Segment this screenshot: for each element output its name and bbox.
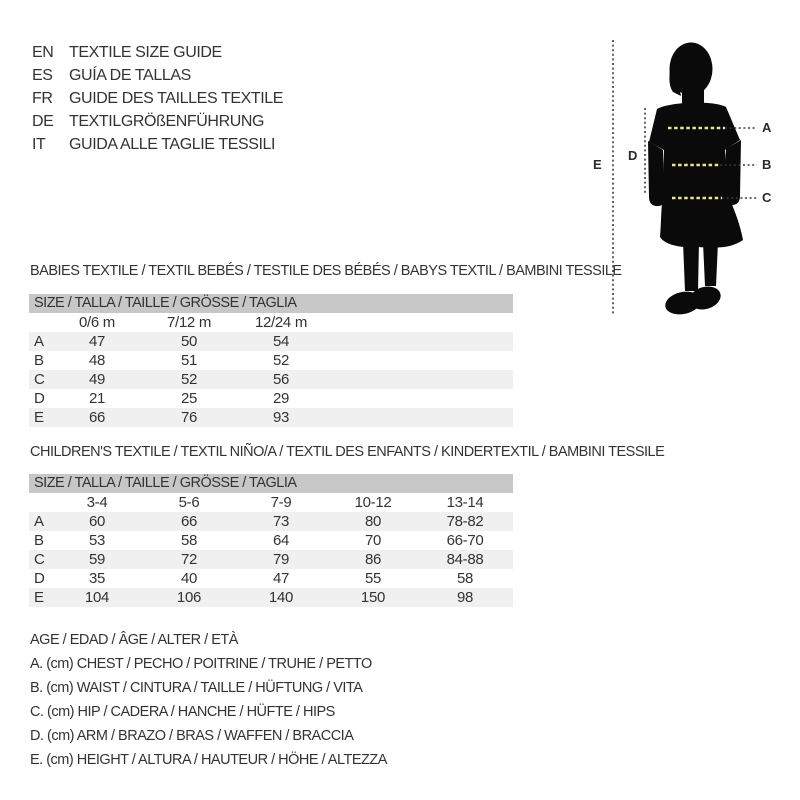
table-row (29, 332, 513, 351)
value-cell: 59 (88, 551, 106, 568)
column-header-cell: 7/12 m (166, 314, 212, 331)
legend-line: AGE / EDAD / ÂGE / ALTER / ETÀ (30, 632, 238, 648)
value-cell: 60 (88, 513, 106, 530)
value-cell: 66 (88, 409, 106, 426)
value-cell: 54 (272, 333, 290, 350)
language-title: GUIDA ALLE TAGLIE TESSILI (69, 136, 276, 153)
legend-line: E. (cm) HEIGHT / ALTURA / HAUTEUR / HÖHE / ALTEZZA (30, 752, 387, 768)
value-cell: 84-88 (446, 551, 484, 568)
value-cell: 53 (88, 532, 106, 549)
table-row (29, 588, 513, 607)
label-e: E (593, 157, 602, 172)
row-label-cell: E (34, 409, 44, 426)
table-row (29, 531, 513, 550)
value-cell: 104 (84, 589, 110, 606)
row-label-cell: A (34, 513, 44, 530)
value-cell: 52 (180, 371, 198, 388)
value-cell: 35 (88, 570, 106, 587)
language-title: GUIDE DES TAILLES TEXTILE (69, 90, 284, 107)
language-row (32, 87, 283, 110)
label-b: B (762, 157, 772, 172)
label-d: D (628, 148, 638, 163)
language-title: TEXTILE SIZE GUIDE (69, 44, 222, 61)
legend-line: A. (cm) CHEST / PECHO / POITRINE / TRUHE / PETTO (30, 656, 372, 672)
babies-section-title: BABIES TEXTILE / TEXTIL BEBÉS / TESTILE DES BÉBÉS / BABYS TEXTIL / BAMBINI TESSILE (30, 263, 622, 279)
value-cell: 48 (88, 352, 106, 369)
column-header-cell: 5-6 (178, 494, 200, 511)
value-cell: 56 (272, 371, 290, 388)
value-cell: 80 (364, 513, 382, 530)
column-header-cell: 0/6 m (78, 314, 115, 331)
value-cell: 55 (364, 570, 382, 587)
language-code: FR (32, 90, 53, 107)
table-row (29, 569, 513, 588)
value-cell: 47 (272, 570, 290, 587)
table-row (29, 512, 513, 531)
value-cell: 79 (272, 551, 290, 568)
column-header-cell: 13-14 (446, 494, 484, 511)
table-row (29, 389, 513, 408)
value-cell: 40 (180, 570, 198, 587)
language-title: TEXTILGRÖßENFÜHRUNG (69, 113, 265, 130)
label-c: C (762, 190, 772, 205)
language-code: DE (32, 113, 54, 130)
language-code: ES (32, 67, 53, 84)
value-cell: 72 (180, 551, 198, 568)
row-label-cell: B (34, 352, 44, 369)
language-code: IT (32, 136, 46, 153)
value-cell: 73 (272, 513, 290, 530)
value-cell: 58 (456, 570, 474, 587)
value-cell: 47 (88, 333, 106, 350)
child-silhouette (648, 43, 743, 318)
language-row (32, 41, 283, 64)
value-cell: 150 (360, 589, 386, 606)
table-header-bar: SIZE / TALLA / TAILLE / GRÖSSE / TAGLIA (29, 294, 513, 313)
value-cell: 58 (180, 532, 198, 549)
row-label-cell: C (34, 551, 45, 568)
language-row (32, 110, 283, 133)
row-label-cell (29, 313, 51, 332)
value-cell: 64 (272, 532, 290, 549)
legend-line: B. (cm) WAIST / CINTURA / TAILLE / HÜFTUNG / VITA (30, 680, 363, 696)
measurement-legend (30, 628, 387, 772)
children-section-title: CHILDREN'S TEXTILE / TEXTIL NIÑO/A / TEXTIL DES ENFANTS / KINDERTEXTIL / BAMBINI TESSILE (30, 444, 665, 460)
table-header-bar: SIZE / TALLA / TAILLE / GRÖSSE / TAGLIA (29, 474, 513, 493)
value-cell: 51 (180, 352, 198, 369)
value-cell: 98 (456, 589, 474, 606)
language-row (32, 133, 283, 156)
label-a: A (762, 120, 772, 135)
legend-line: D. (cm) ARM / BRAZO / BRAS / WAFFEN / BRACCIA (30, 728, 354, 744)
row-label-cell: D (34, 390, 45, 407)
value-cell: 86 (364, 551, 382, 568)
children-size-table (29, 474, 513, 607)
value-cell: 78-82 (446, 513, 484, 530)
language-list (32, 41, 283, 156)
value-cell: 140 (268, 589, 294, 606)
row-label-cell: C (34, 371, 45, 388)
value-cell: 25 (180, 390, 198, 407)
value-cell: 21 (88, 390, 106, 407)
row-label-cell (29, 493, 51, 512)
value-cell: 29 (272, 390, 290, 407)
language-title: GUÍA DE TALLAS (69, 67, 191, 84)
value-cell: 66-70 (446, 532, 484, 549)
row-label-cell: A (34, 333, 44, 350)
table-row (29, 351, 513, 370)
column-header-row (29, 313, 513, 332)
value-cell: 76 (180, 409, 198, 426)
row-label-cell: E (34, 589, 44, 606)
column-header-row (29, 493, 513, 512)
column-header-cell: 10-12 (354, 494, 392, 511)
table-row (29, 370, 513, 389)
table-row (29, 408, 513, 427)
language-row (32, 64, 283, 87)
value-cell: 66 (180, 513, 198, 530)
value-cell: 50 (180, 333, 198, 350)
row-label-cell: D (34, 570, 45, 587)
column-header-cell: 12/24 m (254, 314, 308, 331)
table-row (29, 550, 513, 569)
value-cell: 93 (272, 409, 290, 426)
babies-size-table (29, 294, 513, 427)
language-code: EN (32, 44, 54, 61)
column-header-cell: 7-9 (270, 494, 292, 511)
legend-line: C. (cm) HIP / CADERA / HANCHE / HÜFTE / HIPS (30, 704, 335, 720)
column-header-cell: 3-4 (86, 494, 108, 511)
value-cell: 106 (176, 589, 202, 606)
value-cell: 49 (88, 371, 106, 388)
value-cell: 52 (272, 352, 290, 369)
row-label-cell: B (34, 532, 44, 549)
value-cell: 70 (364, 532, 382, 549)
